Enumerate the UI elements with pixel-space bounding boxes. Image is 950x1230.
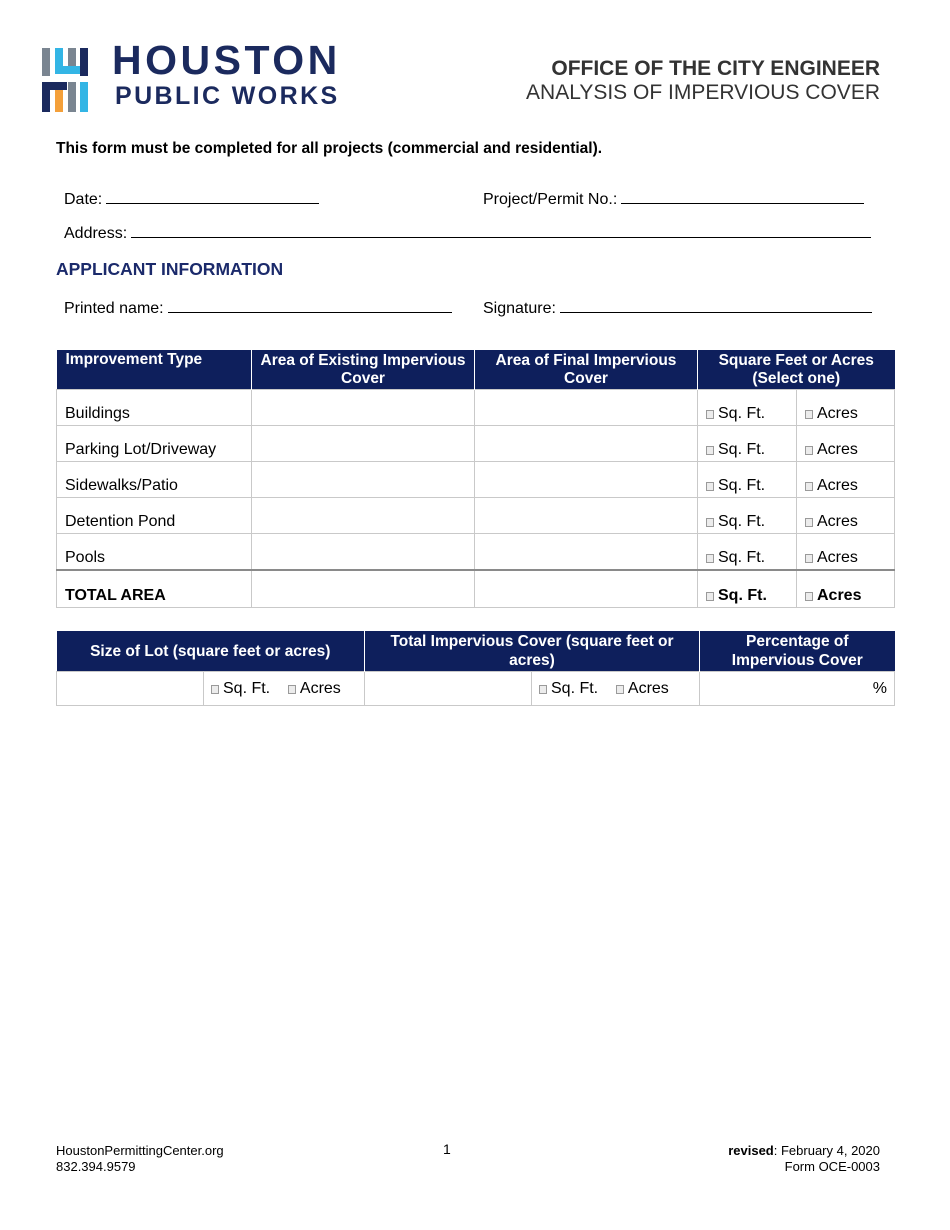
unit-label: Sq. Ft. — [718, 477, 766, 494]
checkbox-icon[interactable] — [288, 685, 296, 694]
footer-website[interactable]: HoustonPermittingCenter.org — [56, 1143, 224, 1158]
unit-label: Acres — [817, 513, 858, 530]
checkbox-icon[interactable] — [616, 685, 624, 694]
percentage-input[interactable] — [700, 672, 895, 706]
checkbox-icon[interactable] — [706, 518, 714, 527]
unit-acres-option[interactable] — [797, 426, 895, 462]
houston-public-works-logo — [42, 37, 362, 114]
header-existing-area: Area of Existing Impervious Cover — [252, 350, 475, 390]
checkbox-icon[interactable] — [805, 410, 813, 419]
lot-size-units — [204, 672, 365, 706]
checkbox-icon[interactable] — [805, 518, 813, 527]
existing-area-input[interactable] — [252, 534, 475, 571]
unit-label: Acres — [817, 441, 858, 458]
final-area-input[interactable] — [475, 390, 698, 426]
logo-public-works-text: PUBLIC WORKS — [115, 82, 340, 110]
signature-label: Signature: — [483, 300, 556, 317]
unit-label: Sq. Ft. — [718, 441, 766, 458]
unit-acres-option[interactable] — [797, 534, 895, 571]
date-label: Date: — [64, 191, 103, 208]
table-row — [57, 534, 895, 571]
page-number: 1 — [443, 1141, 451, 1157]
checkbox-icon[interactable] — [706, 554, 714, 563]
unit-sqft-option[interactable] — [698, 498, 797, 534]
existing-area-input[interactable] — [252, 498, 475, 534]
printed-name-label: Printed name: — [64, 300, 164, 317]
total-impervious-units — [532, 672, 700, 706]
percent-symbol: % — [872, 679, 888, 697]
logo-houston-text: HOUSTON — [112, 37, 341, 83]
unit-sqft-option[interactable] — [698, 426, 797, 462]
form-number: Form OCE-0003 — [784, 1159, 880, 1174]
header-final-area: Area of Final Impervious Cover — [475, 350, 698, 390]
unit-label: Sq. Ft. — [718, 513, 766, 530]
office-title: OFFICE OF THE CITY ENGINEER — [551, 57, 880, 80]
total-area-label: TOTAL AREA — [57, 570, 252, 608]
total-area-row — [57, 570, 895, 608]
table-row — [57, 498, 895, 534]
table-row — [57, 390, 895, 426]
table-row — [57, 462, 895, 498]
table-row — [57, 426, 895, 462]
unit-label: Acres — [817, 405, 858, 422]
header-total-impervious: Total Impervious Cover (square feet or acres) — [365, 631, 700, 672]
revised-label: revised — [728, 1143, 774, 1158]
signature-field[interactable] — [483, 296, 872, 318]
checkbox-icon[interactable] — [706, 410, 714, 419]
checkbox-icon[interactable] — [706, 482, 714, 491]
impervious-acres-label: Acres — [627, 679, 669, 697]
existing-area-input[interactable] — [252, 570, 475, 608]
improvements-table — [56, 350, 895, 608]
header-percentage: Percentage of Impervious Cover — [700, 631, 895, 672]
footer-contact — [56, 1143, 224, 1175]
revised-date: : February 4, 2020 — [773, 1143, 880, 1158]
unit-label: Sq. Ft. — [718, 587, 767, 604]
improvements-header-row — [57, 350, 895, 390]
existing-area-input[interactable] — [252, 462, 475, 498]
final-area-input[interactable] — [475, 498, 698, 534]
summary-row — [57, 672, 895, 706]
date-blank[interactable] — [106, 187, 319, 204]
printed-name-field[interactable] — [64, 296, 452, 318]
checkbox-icon[interactable] — [805, 592, 813, 601]
unit-label: Sq. Ft. — [718, 549, 766, 566]
intro-instruction: This form must be completed for all projects (commercial and residential). — [56, 140, 603, 157]
improvement-type-cell: Buildings — [57, 390, 252, 426]
checkbox-icon[interactable] — [805, 554, 813, 563]
summary-header-row — [57, 631, 895, 672]
unit-acres-option[interactable] — [797, 498, 895, 534]
existing-area-input[interactable] — [252, 426, 475, 462]
header-units: Square Feet or Acres (Select one) — [698, 350, 895, 390]
total-impervious-input[interactable] — [365, 672, 532, 706]
checkbox-icon[interactable] — [706, 592, 714, 601]
unit-label: Sq. Ft. — [718, 405, 766, 422]
checkbox-icon[interactable] — [706, 446, 714, 455]
header-improvement-type: Improvement Type — [57, 350, 252, 390]
applicant-heading: APPLICANT INFORMATION — [56, 259, 284, 279]
form-title: ANALYSIS OF IMPERVIOUS COVER — [526, 81, 880, 104]
lot-acres-label: Acres — [299, 679, 341, 697]
unit-sqft-option[interactable] — [698, 462, 797, 498]
final-area-input[interactable] — [475, 462, 698, 498]
unit-sqft-option[interactable] — [698, 390, 797, 426]
signature-blank[interactable] — [560, 296, 872, 313]
permit-blank[interactable] — [621, 187, 864, 204]
footer-revision — [728, 1143, 880, 1175]
final-area-input[interactable] — [475, 534, 698, 571]
printed-name-blank[interactable] — [168, 296, 452, 313]
existing-area-input[interactable] — [252, 390, 475, 426]
footer-phone: 832.394.9579 — [56, 1159, 136, 1174]
unit-label: Acres — [817, 587, 862, 604]
summary-table — [56, 631, 895, 706]
improvement-type-cell: Pools — [57, 534, 252, 571]
improvement-type-cell: Detention Pond — [57, 498, 252, 534]
address-blank[interactable] — [131, 221, 871, 238]
unit-sqft-option[interactable] — [698, 534, 797, 571]
permit-label: Project/Permit No.: — [483, 191, 618, 208]
lot-size-input[interactable] — [57, 672, 204, 706]
address-label: Address: — [64, 225, 128, 242]
logo-mark-icon — [42, 44, 104, 112]
header-lot-size: Size of Lot (square feet or acres) — [57, 631, 365, 672]
improvement-type-cell: Parking Lot/Driveway — [57, 426, 252, 462]
date-field[interactable] — [64, 187, 319, 209]
unit-sqft-option[interactable] — [698, 570, 797, 608]
unit-acres-option[interactable] — [797, 390, 895, 426]
impervious-sqft-label: Sq. Ft. — [551, 679, 599, 697]
address-field[interactable] — [64, 221, 871, 243]
unit-label: Acres — [817, 549, 858, 566]
lot-sqft-label: Sq. Ft. — [223, 679, 271, 697]
final-area-input[interactable] — [475, 426, 698, 462]
checkbox-icon[interactable] — [211, 685, 219, 694]
final-area-input[interactable] — [475, 570, 698, 608]
checkbox-icon[interactable] — [805, 446, 813, 455]
improvement-type-cell: Sidewalks/Patio — [57, 462, 252, 498]
checkbox-icon[interactable] — [539, 685, 547, 694]
permit-field[interactable] — [483, 187, 864, 209]
unit-label: Acres — [817, 477, 858, 494]
unit-acres-option[interactable] — [797, 462, 895, 498]
unit-acres-option[interactable] — [797, 570, 895, 608]
checkbox-icon[interactable] — [805, 482, 813, 491]
